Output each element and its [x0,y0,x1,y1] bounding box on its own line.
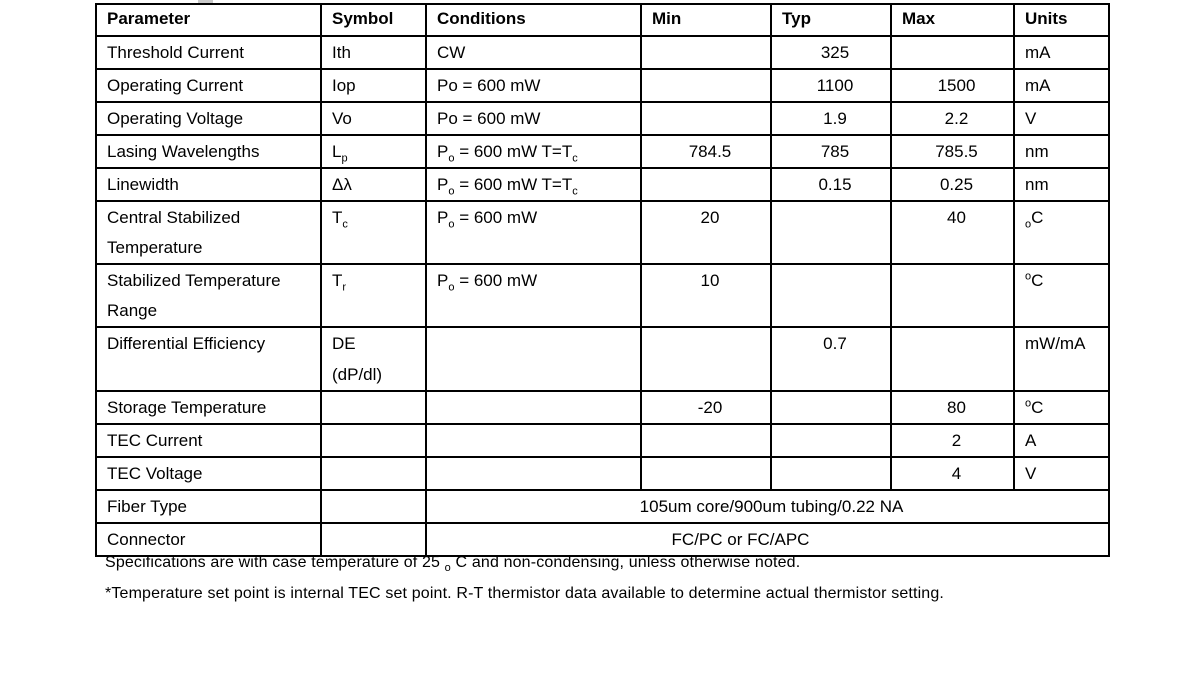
cell-typ: 785 [771,135,891,168]
cell-conditions: $P_o = 600$ mW [426,264,641,327]
cell-min [641,424,771,457]
cell-max: 2.2 [891,102,1014,135]
cell-fiber-type-value: 105um core/900um tubing/0.22 NA [426,490,1109,523]
cell-max [891,264,1014,327]
cell-parameter: Storage Temperature [96,391,321,424]
cell-max: 80 [891,391,1014,424]
cell-symbol: Vo [321,102,426,135]
cell-min [641,327,771,391]
cell-min [641,457,771,490]
cell-typ [771,391,891,424]
table-row-operating-current [96,69,1109,102]
cell-min [641,69,771,102]
cell-min: 10 [641,264,771,327]
cell-parameter: Fiber Type [96,490,321,523]
cell-units: V [1014,457,1109,490]
cell-max: 40 [891,201,1014,264]
cell-typ [771,264,891,327]
cell-min [641,168,771,201]
cell-units: mA [1014,69,1109,102]
table-row-linewidth [96,168,1109,201]
cell-symbol [321,490,426,523]
cell-conditions: $P_o = 600$ mW [426,201,641,264]
cell-typ [771,424,891,457]
cell-units: $^o$C [1014,391,1109,424]
cell-parameter: TEC Voltage [96,457,321,490]
cell-typ [771,201,891,264]
footnote-tec-set-point: *Temperature set point is internal TEC set point. R-T thermistor data available to determine actual thermistor setting. [105,585,944,602]
cell-conditions: $P_o = 600$ mW $T=T_c$ [426,168,641,201]
cell-conditions [426,391,641,424]
cell-max: 1500 [891,69,1014,102]
cell-units: $^o$C [1014,264,1109,327]
cell-connector-value: FC/PC or FC/APC [426,523,1109,556]
cell-units: $_o$C [1014,201,1109,264]
table-row-operating-voltage [96,102,1109,135]
cell-parameter: Differential Efficiency [96,327,321,391]
cell-typ [771,457,891,490]
cell-typ: 0.15 [771,168,891,201]
header-typ: Typ [771,4,891,36]
header-conditions: Conditions [426,4,641,36]
header-min: Min [641,4,771,36]
cell-parameter: Lasing Wavelengths [96,135,321,168]
cell-symbol [321,523,426,556]
cell-typ: 1.9 [771,102,891,135]
table-row-differential-efficiency [96,327,1109,391]
specifications-table [95,3,1110,557]
cell-symbol: $L_p$ [321,135,426,168]
cell-conditions: CW [426,36,641,69]
cell-units: nm [1014,168,1109,201]
table-row-tec-current [96,424,1109,457]
cell-min: -20 [641,391,771,424]
table-row-connector [96,523,1109,556]
table-header-row [96,4,1109,36]
cell-units: mA [1014,36,1109,69]
table-row-fiber-type [96,490,1109,523]
cell-units: nm [1014,135,1109,168]
cell-units: A [1014,424,1109,457]
cell-max: 2 [891,424,1014,457]
cell-typ: 1100 [771,69,891,102]
table-row-storage-temperature [96,391,1109,424]
cell-typ: 325 [771,36,891,69]
table-row-stabilized-temperature-range [96,264,1109,327]
cell-min [641,102,771,135]
table-row-central-stabilized-temperature [96,201,1109,264]
cell-symbol [321,457,426,490]
cell-parameter: Central Stabilized Temperature [96,201,321,264]
cell-min [641,36,771,69]
table-row-lasing-wavelengths [96,135,1109,168]
cell-min: 784.5 [641,135,771,168]
cell-units: mW/mA [1014,327,1109,391]
cell-conditions [426,457,641,490]
cell-conditions: Po = 600 mW [426,102,641,135]
cell-min: 20 [641,201,771,264]
cell-symbol [321,327,426,391]
cell-max: 0.25 [891,168,1014,201]
cell-conditions [426,327,641,391]
cell-symbol: Iop [321,69,426,102]
cell-typ: 0.7 [771,327,891,391]
cell-max: 785.5 [891,135,1014,168]
table-row-tec-voltage [96,457,1109,490]
cell-max [891,327,1014,391]
cell-symbol: Δλ [321,168,426,201]
cell-units: V [1014,102,1109,135]
cell-conditions [426,424,641,457]
cell-max: 4 [891,457,1014,490]
cell-max [891,36,1014,69]
cell-parameter: Stabilized Temperature Range [96,264,321,327]
header-units: Units [1014,4,1109,36]
cell-symbol: Ith [321,36,426,69]
header-symbol: Symbol [321,4,426,36]
cell-parameter: Operating Voltage [96,102,321,135]
cell-parameter: Connector [96,523,321,556]
header-max: Max [891,4,1014,36]
symbol-line2: (dP/dl) [332,365,383,384]
cell-symbol [321,391,426,424]
cell-parameter: Linewidth [96,168,321,201]
cell-parameter: Operating Current [96,69,321,102]
table-row-threshold-current [96,36,1109,69]
cell-symbol [321,424,426,457]
cell-symbol: $T_r$ [321,264,426,327]
cell-conditions: Po = 600 mW [426,69,641,102]
footnote-case-temperature: Specifications are with case temperature of 25 $_o$ C and non-condensing, unless otherwise noted. [105,554,801,575]
header-parameter: Parameter [96,4,321,36]
cell-conditions: $P_o = 600$ mW $T=T_c$ [426,135,641,168]
cell-symbol: $T_c$ [321,201,426,264]
cell-parameter: Threshold Current [96,36,321,69]
symbol-line1: DE [332,334,356,353]
cell-parameter: TEC Current [96,424,321,457]
